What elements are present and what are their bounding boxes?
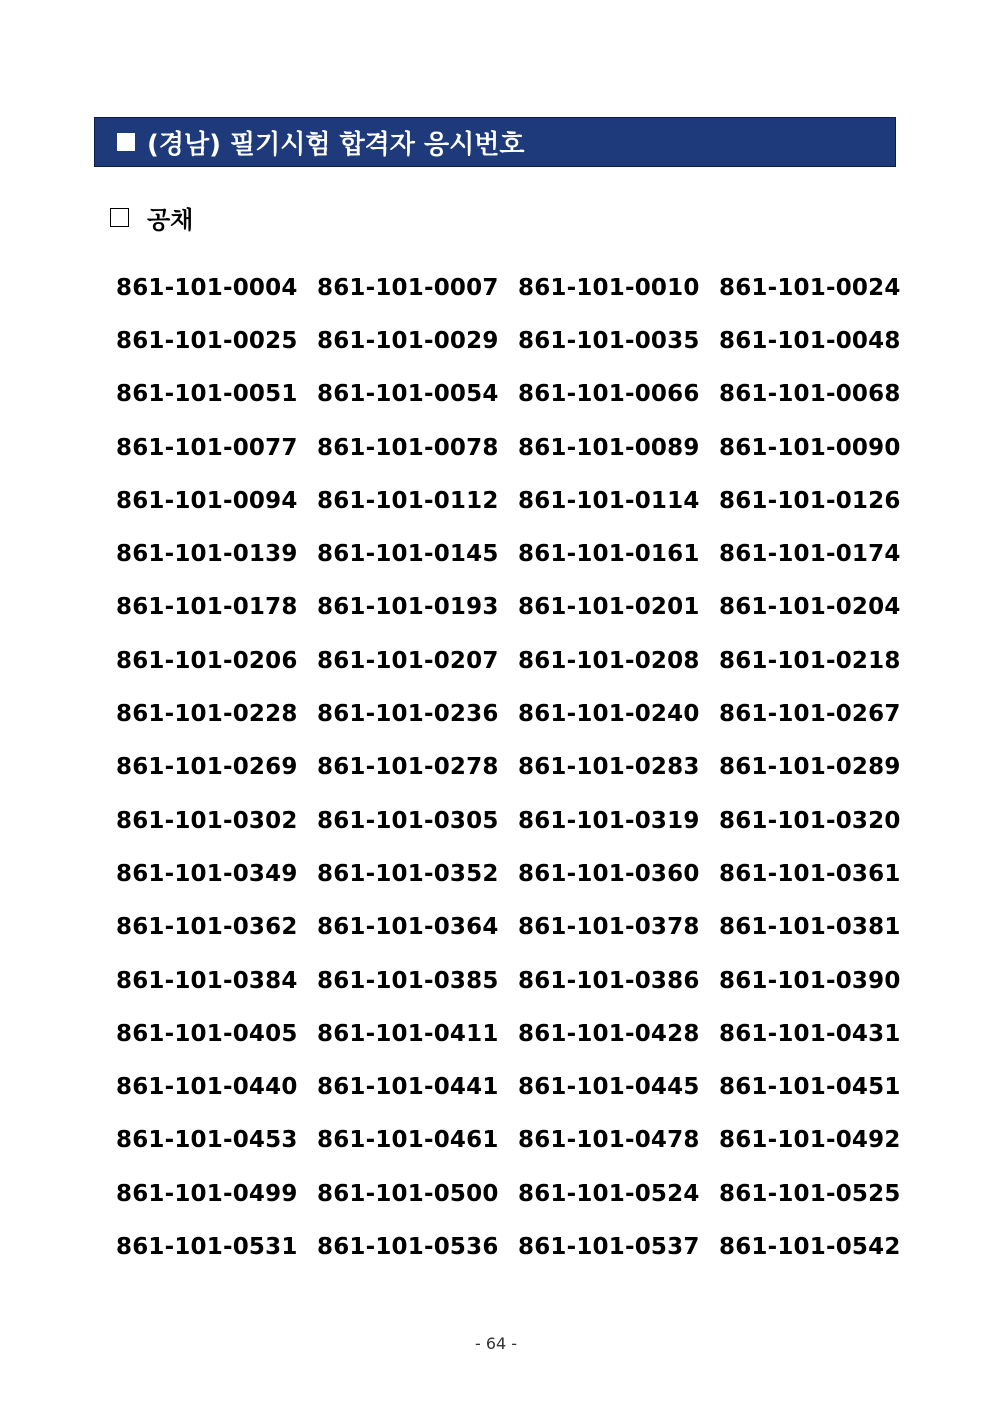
exam-number: 861-101-0405: [116, 1020, 298, 1047]
exam-number: 861-101-0010: [518, 274, 700, 301]
exam-number: 861-101-0089: [518, 434, 700, 461]
exam-number: 861-101-0390: [719, 967, 901, 994]
exam-number: 861-101-0066: [518, 381, 700, 408]
section-title-bar: [94, 117, 896, 167]
page-number: - 64 -: [474, 1334, 518, 1353]
exam-number: 861-101-0048: [719, 327, 901, 354]
exam-number: 861-101-0386: [518, 967, 700, 994]
exam-number: 861-101-0289: [719, 754, 901, 781]
exam-number: 861-101-0525: [719, 1180, 901, 1207]
exam-number: 861-101-0283: [518, 754, 700, 781]
exam-number: 861-101-0537: [518, 1233, 700, 1260]
exam-number: 861-101-0024: [719, 274, 901, 301]
exam-number: 861-101-0035: [518, 327, 700, 354]
exam-number: 861-101-0004: [116, 274, 298, 301]
exam-number: 861-101-0228: [116, 701, 298, 728]
exam-number: 861-101-0208: [518, 647, 700, 674]
exam-number: 861-101-0499: [116, 1180, 298, 1207]
exam-number: 861-101-0007: [317, 274, 499, 301]
exam-number: 861-101-0145: [317, 541, 499, 568]
exam-number: 861-101-0054: [317, 381, 499, 408]
empty-square-icon: [110, 208, 129, 227]
exam-number: 861-101-0161: [518, 541, 700, 568]
exam-number: 861-101-0305: [317, 807, 499, 834]
exam-number: 861-101-0240: [518, 701, 700, 728]
exam-number: 861-101-0524: [518, 1180, 700, 1207]
exam-number: 861-101-0492: [719, 1127, 901, 1154]
exam-number: 861-101-0531: [116, 1233, 298, 1260]
exam-number: 861-101-0178: [116, 594, 298, 621]
exam-number: 861-101-0139: [116, 541, 298, 568]
exam-number: 861-101-0029: [317, 327, 499, 354]
exam-number: 861-101-0207: [317, 647, 499, 674]
exam-number: 861-101-0193: [317, 594, 499, 621]
exam-number-grid: [116, 261, 920, 1274]
exam-number: 861-101-0218: [719, 647, 901, 674]
exam-number: 861-101-0536: [317, 1233, 499, 1260]
exam-number: 861-101-0349: [116, 860, 298, 887]
exam-number: 861-101-0319: [518, 807, 700, 834]
exam-number: 861-101-0112: [317, 487, 499, 514]
exam-number: 861-101-0090: [719, 434, 901, 461]
exam-number: 861-101-0204: [719, 594, 901, 621]
exam-number: 861-101-0267: [719, 701, 901, 728]
exam-number: 861-101-0411: [317, 1020, 499, 1047]
exam-number: 861-101-0361: [719, 860, 901, 887]
exam-number: 861-101-0174: [719, 541, 901, 568]
exam-number: 861-101-0126: [719, 487, 901, 514]
exam-number: 861-101-0269: [116, 754, 298, 781]
filled-square-icon: [117, 133, 135, 151]
exam-number: 861-101-0440: [116, 1074, 298, 1101]
exam-number: 861-101-0385: [317, 967, 499, 994]
exam-number: 861-101-0077: [116, 434, 298, 461]
exam-number: 861-101-0500: [317, 1180, 499, 1207]
exam-number: 861-101-0461: [317, 1127, 499, 1154]
exam-number: 861-101-0362: [116, 914, 298, 941]
exam-number: 861-101-0451: [719, 1074, 901, 1101]
exam-number: 861-101-0236: [317, 701, 499, 728]
exam-number: 861-101-0428: [518, 1020, 700, 1047]
exam-number: 861-101-0201: [518, 594, 700, 621]
subsection-label: 공채: [147, 206, 194, 234]
exam-number: 861-101-0445: [518, 1074, 700, 1101]
exam-number: 861-101-0453: [116, 1127, 298, 1154]
exam-number: 861-101-0542: [719, 1233, 901, 1260]
exam-number: 861-101-0278: [317, 754, 499, 781]
exam-number: 861-101-0378: [518, 914, 700, 941]
exam-number: 861-101-0078: [317, 434, 499, 461]
exam-number: 861-101-0381: [719, 914, 901, 941]
page-title: (경남) 필기시험 합격자 응시번호: [147, 129, 525, 160]
exam-number: 861-101-0478: [518, 1127, 700, 1154]
exam-number: 861-101-0206: [116, 647, 298, 674]
exam-number: 861-101-0431: [719, 1020, 901, 1047]
exam-number: 861-101-0114: [518, 487, 700, 514]
exam-number: 861-101-0352: [317, 860, 499, 887]
exam-number: 861-101-0051: [116, 381, 298, 408]
exam-number: 861-101-0384: [116, 967, 298, 994]
exam-number: 861-101-0025: [116, 327, 298, 354]
exam-number: 861-101-0320: [719, 807, 901, 834]
exam-number: 861-101-0360: [518, 860, 700, 887]
exam-number: 861-101-0068: [719, 381, 901, 408]
exam-number: 861-101-0094: [116, 487, 298, 514]
exam-number: 861-101-0364: [317, 914, 499, 941]
exam-number: 861-101-0302: [116, 807, 298, 834]
subsection-heading: [110, 200, 193, 235]
exam-number: 861-101-0441: [317, 1074, 499, 1101]
